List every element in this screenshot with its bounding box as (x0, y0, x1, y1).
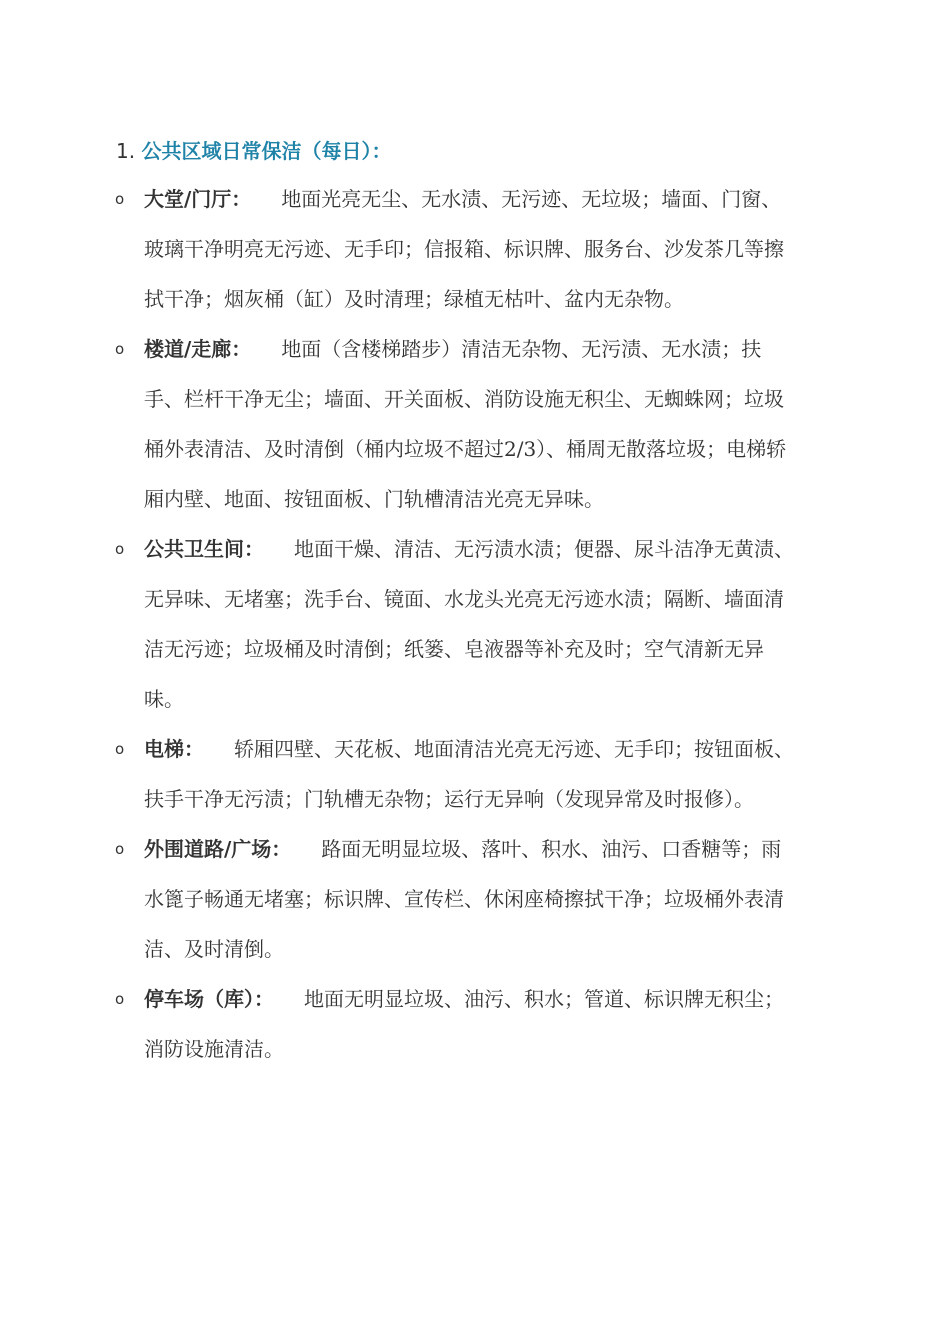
bullet-marker: o (115, 190, 125, 208)
item-label: 大堂/门厅： (144, 187, 252, 211)
list-item-lobby (0, 174, 794, 324)
bullet-marker: o (115, 740, 125, 758)
list-item-elevator (0, 724, 794, 824)
list-item-outdoor-roads (0, 824, 794, 974)
item-label: 停车场（库）： (144, 987, 274, 1011)
item-text: 路面无明显垃圾、落叶、积水、油污、口香糖等；雨水篦子畅通无堵塞；标识牌、宣传栏、休闲座椅擦拭干净；垃圾桶外表清洁、及时清倒。 (144, 837, 784, 961)
bullet-marker: o (115, 340, 125, 358)
bullet-marker: o (115, 540, 125, 558)
item-label: 楼道/走廊： (144, 337, 252, 361)
item-text: 轿厢四壁、天花板、地面清洁光亮无污迹、无手印；按钮面板、扶手干净无污渍；门轨槽无杂物；运行无异响（发现异常及时报修）。 (144, 737, 794, 811)
item-text: 地面无明显垃圾、油污、积水；管道、标识牌无积尘；消防设施清洁。 (144, 987, 784, 1061)
item-text: 地面光亮无尘、无水渍、无污迹、无垃圾；墙面、门窗、玻璃干净明亮无污迹、无手印；信报箱、标识牌、服务台、沙发茶几等擦拭干净；烟灰桶（缸）及时清理；绿植无枯叶、盆内无杂物。 (144, 187, 784, 311)
item-label: 电梯： (144, 737, 204, 761)
heading-number: 1. (116, 139, 136, 163)
list-item-corridor (0, 324, 794, 524)
item-text: 地面干燥、清洁、无污渍水渍；便器、尿斗洁净无黄渍、无异味、无堵塞；洗手台、镜面、水龙头光亮无污迹水渍；隔断、墙面清洁无污迹；垃圾桶及时清倒；纸篓、皂液器等补充及时；空气清新无异味。 (144, 537, 794, 711)
cleaning-standards-list (0, 174, 950, 1074)
section-heading (116, 136, 391, 166)
bullet-marker: o (115, 840, 125, 858)
bullet-marker: o (115, 990, 125, 1008)
item-text: 地面（含楼梯踏步）清洁无杂物、无污渍、无水渍；扶手、栏杆干净无尘；墙面、开关面板、消防设施无积尘、无蜘蛛网；垃圾桶外表清洁、及时清倒（桶内垃圾不超过2/3）、桶周无散落垃圾；电梯轿厢内壁、地面、按钮面板、门轨槽清洁光亮无异味。 (144, 337, 787, 511)
item-label: 外围道路/广场： (144, 837, 292, 861)
list-item-restroom (0, 524, 794, 724)
list-item-parking (0, 974, 794, 1074)
heading-title: 公共区域日常保洁（每日）： (141, 139, 392, 163)
item-label: 公共卫生间： (144, 537, 264, 561)
